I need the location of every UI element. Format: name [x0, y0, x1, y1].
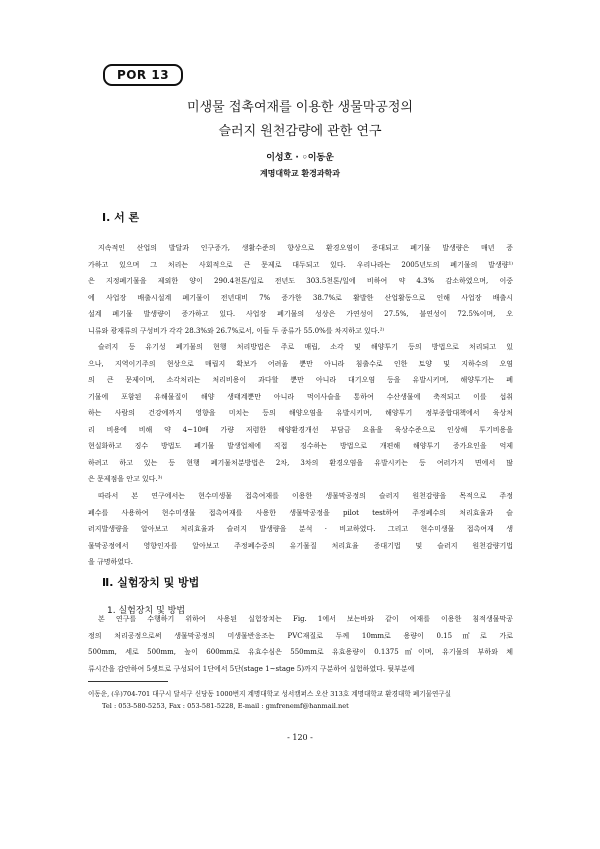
- text-line: 리 비용에 비해 약 4~10배 가량 저렴한 해양환경개선 부담금 요율을 육상수준으로 인상해 투기비용을: [88, 425, 513, 434]
- text-line: 본 연구를 수행하기 위하여 사용된 실험장치는 Fig. 1에서 보는바와 같이 여재를 이용한 침적생물막공: [98, 615, 513, 623]
- title-line-2: 슬러지 원천감량에 관한 연구: [218, 124, 382, 139]
- text-line: 으나, 지역이기주의 현상으로 매립지 확보가 어려울 뿐만 아니라 침출수로 인한 토양 및 지하수의 오염: [88, 359, 513, 368]
- paper-title: [0, 96, 600, 144]
- intro-paragraph-1: [88, 240, 513, 339]
- text-line: 가하고 있으며 그 처리는 사회적으로 큰 문제로 대두되고 있다. 우리나라는 2005년도의 폐기물의 발생량¹⁾: [88, 260, 513, 269]
- footnote-contact: Tel : 053-580-5253, Fax : 053-581-5228, E-mail : gmfrenemf@hanmail.net: [102, 702, 349, 710]
- text-line: 러지발생량을 알아보고 처리효율과 슬러지 발생량을 분석 · 비교하였다. 그리고 현수미생물 접촉여재 생: [88, 525, 513, 533]
- session-code-badge: POR 13: [103, 64, 183, 86]
- methods-paragraph: [88, 611, 513, 677]
- page-number: - 120 -: [287, 733, 313, 742]
- text-line: 슬러지 등 유기성 폐기물의 현행 처리방법은 주로 매립, 소각 및 해양투기 등의 방법으로 처리되고 있: [98, 343, 513, 351]
- intro-paragraph-3: [88, 488, 513, 571]
- text-line: 따라서 본 연구에서는 현수미생물 접촉여재를 이용한 생물막공정의 슬러지 원천감량을 목적으로 주정: [98, 492, 513, 500]
- section-2-subheading: 1. 실험장치 및 방법: [107, 606, 186, 616]
- section-1-heading: Ⅰ. 서 론: [102, 211, 140, 224]
- text-line: 류시간을 감안하여 5셋트로 구성되어 1단에서 5단(stage 1~stage 5)까지 구분하여 실험하였다. 뒷부분에: [88, 664, 415, 673]
- text-line: 물막공정에서 영향인자를 알아보고 주정폐수중의 유기물질 처리효율 증대기법 및 슬러지 원천감량기법: [88, 541, 513, 550]
- section-2-heading: Ⅱ. 실험장치 및 방법: [102, 576, 200, 589]
- footnote: [88, 688, 518, 712]
- footnote-address: 이동운, (우)704-701 대구시 달서구 신당동 1000번지 계명대학교 성서캠퍼스 오산 313호 계명대학교 환경대학 폐기물연구실: [88, 690, 452, 698]
- text-line: 의 큰 문제이며, 소각처리는 처리비용이 과다할 뿐만 아니라 대기오염 등을 유발시키며, 해양투기는 폐: [88, 376, 513, 384]
- text-line: 500mm, 세로 500mm, 높이 600mm로 유효수심은 550mm로 유효용량이 0.1375㎥이며, 유기물의 부하와 체: [88, 648, 513, 656]
- text-line: 설계 폐기물 발생량이 증가하고 있다. 사업장 폐기물의 성상은 가연성이 27.5%, 불연성이 72.5%이며, 오: [88, 310, 513, 318]
- text-line: 은 문제점을 안고 있다.³⁾: [88, 475, 163, 483]
- text-line: 하는 사람의 건강에까지 영향을 미치는 등의 해양오염을 유발시키며, 해양투기 정부종합대책에서 육상처: [88, 409, 513, 417]
- affiliation: 계명대학교 환경과학과: [259, 169, 341, 178]
- intro-paragraph-2: [88, 339, 513, 488]
- text-line: 지속적인 산업의 발달과 인구증가, 생활수준의 향상으로 환경오염이 증대되고 폐기물 발생량은 매년 증: [98, 244, 513, 252]
- text-line: 니류와 광재류의 구성비가 각각 28.3%와 26.7%로서, 이들 두 종류가 55.0%를 차지하고 있다.²⁾: [88, 326, 385, 335]
- text-line: 폐수를 사용하여 현수미생물 접촉여재를 사용한 생물막공정을 pilot test하여 주정폐수의 처리효율과 슬: [88, 508, 513, 517]
- text-line: 정의 처리공정으로써 생물막공정의 미생물반응조는 PVC재질로 두께 10mm로 용량이 0.15㎥로 가로: [88, 631, 513, 640]
- text-line: 에 사업장 배출시설계 폐기물이 전년대비 7% 증가한 38.7%로 활발한 산업활동으로 인해 사업장 배출시: [88, 293, 513, 302]
- text-line: 기물에 포함된 유해물질이 해양 생태계뿐만 아니라 먹이사슬을 통하여 수산생물에 축적되고 이를 섭취: [88, 392, 513, 401]
- text-line: 은 지정폐기물을 제외한 양이 290.4천톤/일로 전년도 303.5천톤/일에 비하여 약 4.3% 감소하였으며, 이중: [88, 277, 513, 285]
- footnote-divider: [88, 681, 168, 682]
- authors: 이성호 · ◦이동운: [266, 153, 334, 163]
- title-line-1: 미생물 접촉여재를 이용한 생물막공정의: [187, 100, 413, 115]
- text-line: 하려고 하고 있는 등 현행 폐기물처분방법은 2차, 3차의 환경오염을 유발시키는 등 여러가지 면에서 많: [88, 458, 513, 467]
- text-line: 현실화하고 징수 방법도 폐기물 발생업체에 직접 징수하는 방법으로 개편해 해양투기 증가요인을 억제: [88, 442, 513, 450]
- text-line: 을 규명하였다.: [88, 558, 134, 566]
